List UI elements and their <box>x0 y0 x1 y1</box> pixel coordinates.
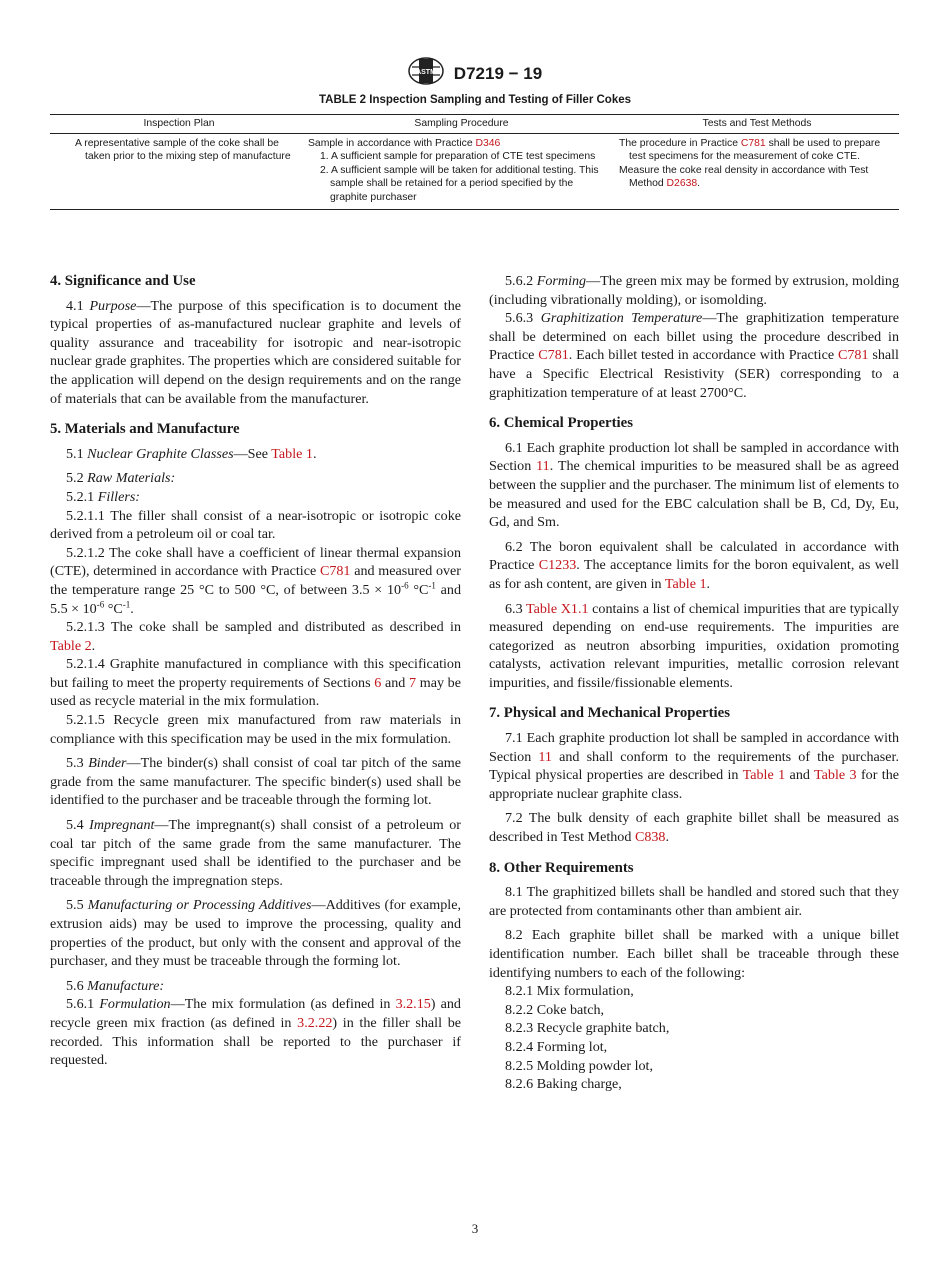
paragraph: 5.2.1.1 The filler shall consist of a near-isotropic or isotropic coke derived from a petroleum oil or coal tar. <box>50 507 461 543</box>
reference-link[interactable]: Table X1.1 <box>526 600 589 617</box>
reference-link[interactable]: C838 <box>634 829 666 846</box>
table-row <box>50 134 899 209</box>
page-number: 3 <box>471 1221 479 1236</box>
list-item: 8.2.5 Molding powder lot, <box>505 1057 653 1074</box>
list-item: 8.2.2 Coke batch, <box>505 1001 605 1018</box>
paragraph: 5.4 Impregnant—The impregnant(s) shall consist of a petroleum or coal tar pitch of the same grade from the same manufacturer. The specific impregnant used shall be identified to the purchaser and be traceable through the impregnation steps. <box>50 817 461 889</box>
table-cell: A representative sample of the coke shall be taken prior to the mixing step of manufacture <box>75 137 291 163</box>
reference-link[interactable]: 7 <box>409 674 417 691</box>
left-column <box>50 272 461 1070</box>
reference-link[interactable]: Table 2 <box>50 637 92 654</box>
reference-link[interactable]: 3.2.15 <box>395 996 431 1013</box>
section-heading: 7. Physical and Mechanical Properties <box>489 705 730 722</box>
reference-link[interactable]: Table 1 <box>271 445 313 462</box>
paragraph: 8.2 Each graphite billet shall be marked with a unique billet identification number. Each billet shall be traceable through these identifying numbers to each of the following: <box>489 927 899 981</box>
astm-logo-icon <box>408 57 444 90</box>
table-bottom-rule <box>50 209 899 210</box>
list-item: 8.2.1 Mix formulation, <box>505 983 634 1000</box>
reference-link[interactable]: 11 <box>536 458 550 475</box>
paragraph: 5.6 Manufacture: <box>66 977 165 994</box>
reference-link[interactable]: C781 <box>319 563 351 580</box>
page-header <box>0 57 950 90</box>
reference-link[interactable]: 11 <box>538 748 552 765</box>
paragraph: 4.1 Purpose—The purpose of this specification is to document the typical properties of as-manufactured nuclear graphite and levels of quality assurance and traceability for isotropic and near-isotropic nuclear grade graphites. The properties which are considered suitable for the application will depend on the design requirements and on the range of materials that can be available from the manufacturer. <box>50 297 462 407</box>
reference-link[interactable]: C781 <box>837 347 869 364</box>
list-item: 8.2.3 Recycle graphite batch, <box>505 1020 670 1037</box>
list-item: 8.2.4 Forming lot, <box>505 1038 608 1055</box>
reference-link[interactable]: Table 3 <box>814 767 857 784</box>
column-header: Sampling Procedure <box>414 118 509 129</box>
table-cell: 2. A sufficient sample will be taken for additional testing. This sample shall be retained for a period specified by the graphite purchaser <box>320 164 599 203</box>
reference-link[interactable]: Table 1 <box>742 767 786 784</box>
section-heading: 5. Materials and Manufacture <box>50 421 240 438</box>
paragraph: 5.2.1 Fillers: <box>66 488 140 505</box>
table-cell: Sample in accordance with Practice D346 <box>308 137 501 149</box>
reference-link[interactable]: 3.2.22 <box>297 1014 333 1031</box>
paragraph: 5.6.3 Graphitization Temperature—The graphitization temperature shall be determined on each billet using the procedure described in Practice C781. Each billet tested in accordance with Practice C781 shall have a Specific Electrical Resistivity (SER) corresponding to a graphitization temperature of at least 2700°C. <box>489 310 899 401</box>
paragraph: 5.2.1.3 The coke shall be sampled and distributed as described in Table 2. <box>50 619 461 654</box>
paragraph: 8.1 The graphitized billets shall be handled and stored such that they are protected from contaminants other than ambient air. <box>489 884 899 919</box>
right-column <box>489 272 899 1094</box>
paragraph: 7.2 The bulk density of each graphite billet shall be measured as described in Test Method C838. <box>489 810 899 846</box>
reference-link[interactable]: C1233 <box>538 557 577 574</box>
column-header: Tests and Test Methods <box>702 118 812 129</box>
table-header-row <box>50 115 899 133</box>
paragraph: 5.2 Raw Materials: <box>66 470 176 487</box>
svg-text:ASTM: ASTM <box>415 69 436 76</box>
inspection-table <box>50 114 899 210</box>
reference-link[interactable]: D2638 <box>666 178 698 190</box>
paragraph: 6.2 The boron equivalent shall be calculated in accordance with Practice C1233. The acceptance limits for the boron equivalent, as well as for ash content, are given in Table 1. <box>489 538 899 592</box>
document-id: D7219 − 19 <box>453 63 543 83</box>
paragraph: 5.3 Binder—The binder(s) shall consist of coal tar pitch of the same grade from the same manufacturer. The specific binder(s) used shall be identified to the purchaser and be traceable through the forming lot. <box>50 755 462 809</box>
reference-link[interactable]: C781 <box>538 347 569 364</box>
reference-link[interactable]: Table 1 <box>664 575 707 592</box>
paragraph: 5.6.1 Formulation—The mix formulation (as defined in 3.2.15) and recycle green mix fraction (as defined in 3.2.22) in the filler shall be recorded. This information shall be reported to the purchaser if requested. <box>50 996 462 1069</box>
paragraph: 7.1 Each graphite production lot shall be sampled in accordance with Section 11 and shall conform to the requirements of the purchaser. Typical physical properties are described in Table 1 and Table 3 for the appropriate nuclear graphite class. <box>489 730 900 802</box>
paragraph: 6.3 Table X1.1 contains a list of chemical impurities that are typically measured depending on end-use requirements. The impurities are categorized as neutron absorbing impurities, oxidation promoting catalysts, activation relevant impurities, metallic corrosion relevant impurities, and fissile/fissionable elements. <box>489 600 900 691</box>
table-cell: Measure the coke real density in accordance with Test Method D2638. <box>619 164 869 190</box>
column-header: Inspection Plan <box>143 118 215 129</box>
table-caption: TABLE 2 Inspection Sampling and Testing of Filler Cokes <box>318 94 632 106</box>
paragraph: 5.2.1.4 Graphite manufactured in compliance with this specification but failing to meet the property requirements of Sections 6 and 7 may be used as recycle material in the mix formulation. <box>50 656 461 710</box>
paragraph: 6.1 Each graphite production lot shall be sampled in accordance with Section 11. The chemical impurities to be measured shall be as agreed between the supplier and the purchaser. The minimum list of elements to be measured and used for the EBC calculation shall be B, Cd, Dy, Eu, Gd, and Sm. <box>489 439 899 531</box>
paragraph: 5.1 Nuclear Graphite Classes—See Table 1. <box>66 445 317 462</box>
reference-link[interactable]: C781 <box>740 137 766 149</box>
section-heading: 8. Other Requirements <box>489 859 634 876</box>
section-heading: 4. Significance and Use <box>50 273 196 289</box>
paragraph: 5.2.1.5 Recycle green mix manufactured from raw materials in compliance with this specification may be used in the mix formulation. <box>50 712 461 747</box>
section-heading: 6. Chemical Properties <box>489 415 633 432</box>
paragraph: 5.5 Manufacturing or Processing Additives—Additives (for example, extrusion aids) may be used to improve the processing, quality and properties of the product, but only with the consent and approval of the purchaser, and they must be traceable through the forming lot. <box>50 897 461 970</box>
paragraph: 5.6.2 Forming—The green mix may be formed by extrusion, molding (including vibrationally molding), or isomolding. <box>489 273 900 308</box>
reference-link[interactable]: 6 <box>374 674 382 691</box>
table-cell: The procedure in Practice C781 shall be used to prepare test specimens for the measurement of coke CTE. <box>619 137 881 163</box>
list-item: 8.2.6 Baking charge, <box>505 1076 622 1093</box>
table-cell: 1. A sufficient sample for preparation of CTE test specimens <box>320 151 596 163</box>
reference-link[interactable]: D346 <box>475 137 501 149</box>
paragraph: 5.2.1.2 The coke shall have a coefficient of linear thermal expansion (CTE), determined in accordance with Practice C781 and measured over the temperature range 25 °C to 500 °C, of between $3.5 \times 10^{-6}$ $^\circ C^{-1}$ and $5.5 \times 10^{-6}$ $^\circ C^{-1}$. <box>50 544 461 617</box>
